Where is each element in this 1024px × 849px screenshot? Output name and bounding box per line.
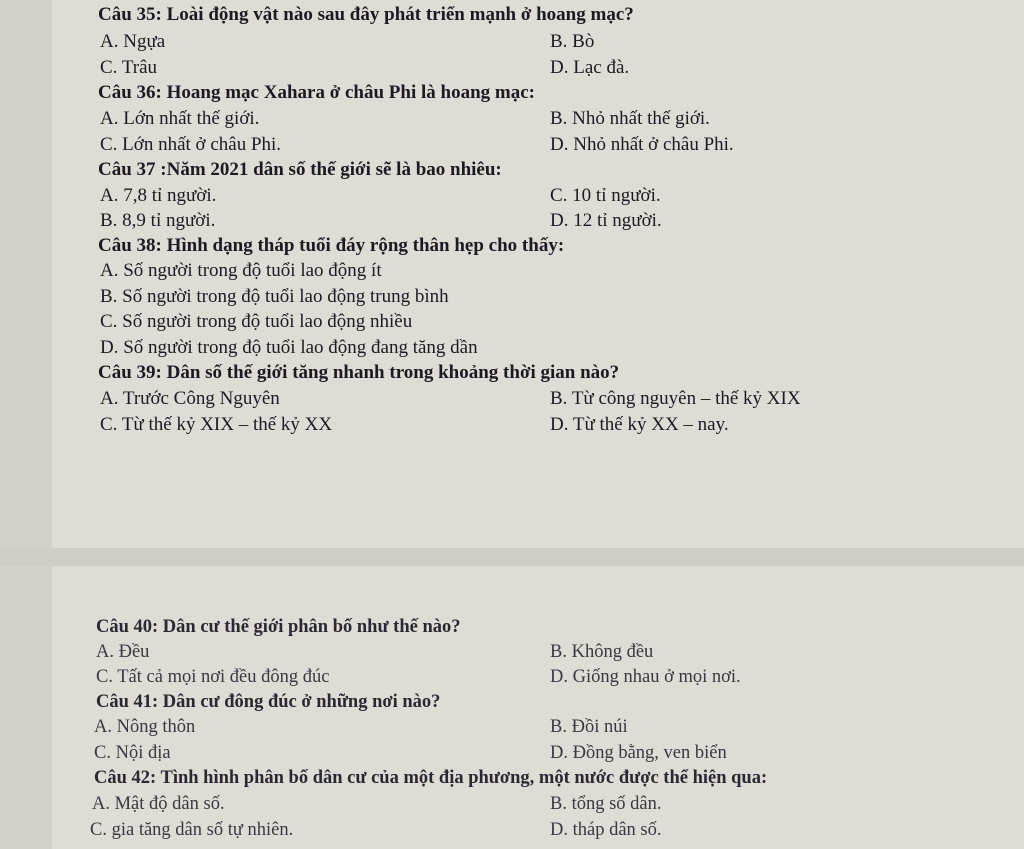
question-35-option-b: B. Bò bbox=[550, 31, 595, 52]
question-40-option-c: C. Tất cả mọi nơi đều đông đúc bbox=[96, 667, 330, 687]
question-36-option-c: C. Lớn nhất ở châu Phi. bbox=[100, 134, 282, 155]
question-42-title: Câu 42: Tình hình phân bố dân cư của một địa phương, một nước được thể hiện qua: bbox=[94, 768, 768, 788]
question-37-option-c: C. 10 tỉ người. bbox=[550, 185, 661, 206]
question-36-option-a: A. Lớn nhất thế giới. bbox=[100, 108, 260, 129]
question-41-option-c: C. Nội địa bbox=[94, 743, 171, 763]
screen-left-edge bbox=[0, 0, 52, 849]
question-37-option-a: A. 7,8 tỉ người. bbox=[100, 185, 217, 206]
question-41-option-a: A. Nông thôn bbox=[94, 717, 196, 737]
question-40-option-a: A. Đều bbox=[96, 642, 150, 662]
question-40-title: Câu 40: Dân cư thế giới phân bố như thế nào? bbox=[96, 617, 461, 637]
question-41-option-b: B. Đồi núi bbox=[550, 717, 628, 737]
question-37-option-d: D. 12 tỉ người. bbox=[550, 210, 662, 231]
question-35-option-d: D. Lạc đà. bbox=[550, 57, 630, 78]
question-38-option-c: C. Số người trong độ tuổi lao động nhiều bbox=[100, 311, 413, 332]
question-39-option-b: B. Từ công nguyên – thế kỷ XIX bbox=[550, 388, 801, 409]
question-42-option-d: D. tháp dân số. bbox=[550, 820, 662, 840]
question-35-option-a: A. Ngựa bbox=[100, 31, 166, 52]
question-36-option-b: B. Nhỏ nhất thế giới. bbox=[550, 108, 710, 129]
question-42-option-b: B. tổng số dân. bbox=[550, 794, 662, 814]
page-break bbox=[0, 548, 1024, 566]
question-40-option-d: D. Giống nhau ở mọi nơi. bbox=[550, 667, 741, 687]
question-42-option-c: C. gia tăng dân số tự nhiên. bbox=[90, 820, 294, 840]
question-35-option-c: C. Trâu bbox=[100, 57, 158, 78]
question-38-title: Câu 38: Hình dạng tháp tuổi đáy rộng thân hẹp cho thấy: bbox=[98, 235, 565, 256]
question-37-title: Câu 37 :Năm 2021 dân số thế giới sẽ là bao nhiêu: bbox=[98, 159, 502, 180]
question-39-title: Câu 39: Dân số thế giới tăng nhanh trong khoảng thời gian nào? bbox=[98, 362, 620, 383]
question-38-option-a: A. Số người trong độ tuổi lao động ít bbox=[100, 260, 382, 281]
question-41-title: Câu 41: Dân cư đông đúc ở những nơi nào? bbox=[96, 692, 441, 712]
question-36-option-d: D. Nhỏ nhất ở châu Phi. bbox=[550, 134, 734, 155]
question-42-option-a: A. Mật độ dân số. bbox=[92, 794, 225, 814]
question-40-option-b: B. Không đều bbox=[550, 642, 654, 662]
question-37-option-b: B. 8,9 tỉ người. bbox=[100, 210, 216, 231]
question-39-option-a: A. Trước Công Nguyên bbox=[100, 388, 280, 409]
question-38-option-d: D. Số người trong độ tuổi lao động đang tăng dần bbox=[100, 337, 478, 358]
question-39-option-d: D. Từ thế kỷ XX – nay. bbox=[550, 414, 729, 435]
question-39-option-c: C. Từ thế kỷ XIX – thế kỷ XX bbox=[100, 414, 333, 435]
question-38-option-b: B. Số người trong độ tuổi lao động trung bình bbox=[100, 286, 449, 307]
question-41-option-d: D. Đồng bằng, ven biển bbox=[550, 743, 727, 763]
question-35-title: Câu 35: Loài động vật nào sau đây phát triển mạnh ở hoang mạc? bbox=[98, 4, 634, 25]
question-36-title: Câu 36: Hoang mạc Xahara ở châu Phi là hoang mạc: bbox=[98, 82, 535, 103]
